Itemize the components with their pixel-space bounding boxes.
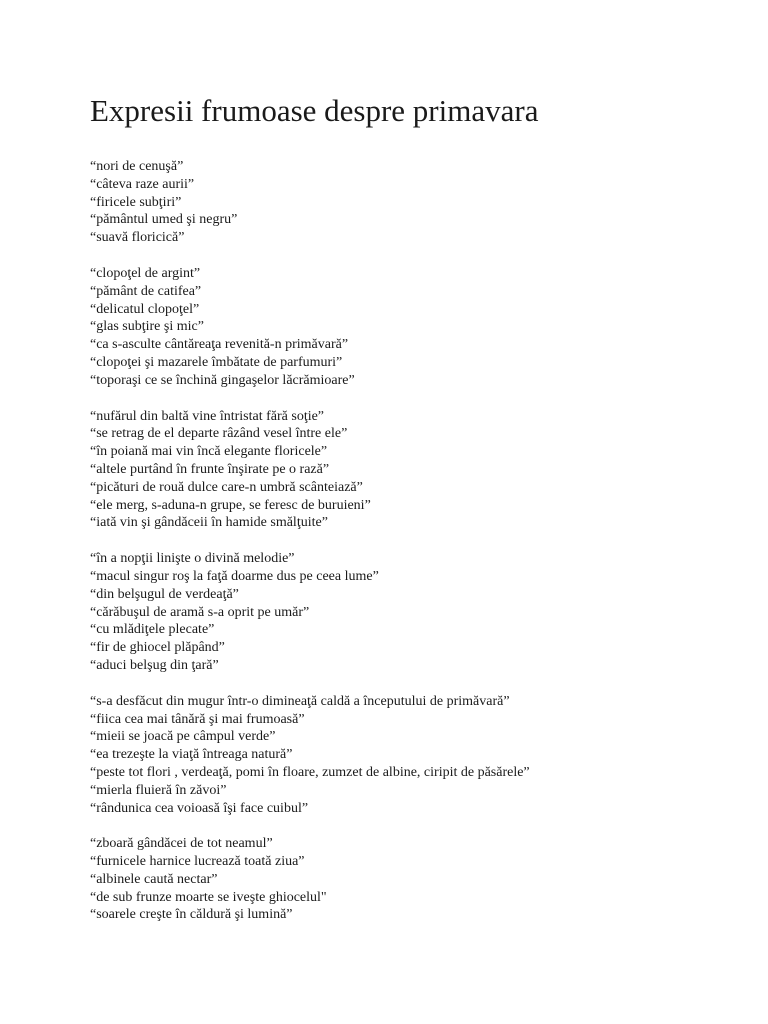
verse-line: “rândunica cea voioasă îşi face cuibul”	[90, 800, 309, 816]
verse-line: “se retrag de el departe râzând vesel între ele”	[90, 426, 348, 442]
stanza-4	[90, 550, 730, 675]
verse-line: “pământ de catifea”	[90, 283, 202, 299]
verse-line: “iată vin şi gândăceii în hamide smălţuite”	[90, 515, 328, 531]
verse-line: “clopoţel de argint”	[90, 265, 201, 281]
verse-line: “fir de ghiocel plăpând”	[90, 640, 225, 656]
document-title: Expresii frumoase despre primavara	[90, 93, 539, 128]
verse-line: “cu mlădiţele plecate”	[90, 622, 215, 638]
stanza-5	[90, 693, 730, 818]
stanza-1	[90, 158, 730, 247]
verse-line: “ea trezeşte la viaţă întreaga natură”	[90, 747, 293, 763]
verse-line: “ele merg, s-aduna-n grupe, se feresc de buruieni”	[90, 497, 371, 513]
verse-line: “ca s-asculte cântăreaţa revenită-n primăvară”	[90, 337, 349, 353]
verse-line: “nufărul din baltă vine întristat fără soţie”	[90, 408, 325, 424]
verse-line: “firicele subţiri”	[90, 194, 182, 210]
stanza-6	[90, 835, 730, 924]
verse-line: “s-a desfăcut din mugur într-o dimineaţă caldă a începutului de primăvară”	[90, 693, 510, 709]
verse-line: “suavă floricică”	[90, 230, 185, 246]
verse-line: “câteva raze aurii”	[90, 176, 195, 192]
verse-line: “albinele caută nectar”	[90, 871, 218, 887]
verse-line: “altele purtând în frunte înşirate pe o rază”	[90, 461, 330, 477]
verse-line: “în poiană mai vin încă elegante floricele”	[90, 444, 328, 460]
verse-line: “nori de cenuşă”	[90, 159, 184, 174]
verse-line: “aduci belşug din ţară”	[90, 657, 219, 673]
verse-line: “fiica cea mai tânără şi mai frumoasă”	[90, 711, 305, 727]
verse-line: “în a nopţii linişte o divină melodie”	[90, 551, 295, 567]
stanza-3	[90, 408, 730, 533]
verse-line: “picături de rouă dulce care-n umbră scânteiază”	[90, 479, 363, 495]
verse-line: “macul singur roş la faţă doarme dus pe ceea lume”	[90, 568, 379, 584]
verse-line: “toporaşi ce se închină gingaşelor lăcrămioare”	[90, 372, 355, 388]
verse-line: “pământul umed şi negru”	[90, 212, 238, 228]
verse-line: “zboară gândăcei de tot neamul”	[90, 836, 273, 852]
verse-line: “soarele creşte în căldură şi lumină”	[90, 907, 293, 923]
verse-line: “cărăbuşul de aramă s-a oprit pe umăr”	[90, 604, 310, 620]
verse-line: “din belşugul de verdeaţă”	[90, 586, 239, 602]
verse-line: “furnicele harnice lucrează toată ziua”	[90, 854, 305, 870]
verse-line: “de sub frunze moarte se iveşte ghiocelul"	[90, 889, 327, 905]
verse-line: “peste tot flori , verdeaţă, pomi în floare, zumzet de albine, ciripit de păsărele”	[90, 764, 530, 780]
verse-line: “delicatul clopoţel”	[90, 301, 200, 317]
stanza-2	[90, 265, 730, 390]
document-page	[90, 92, 730, 942]
verse-line: “clopoţei şi mazarele îmbătate de parfumuri”	[90, 354, 343, 370]
verse-line: “glas subţire şi mic”	[90, 319, 204, 335]
verse-line: “mieii se joacă pe câmpul verde”	[90, 729, 276, 745]
verse-line: “mierla fluieră în zăvoi”	[90, 782, 227, 798]
